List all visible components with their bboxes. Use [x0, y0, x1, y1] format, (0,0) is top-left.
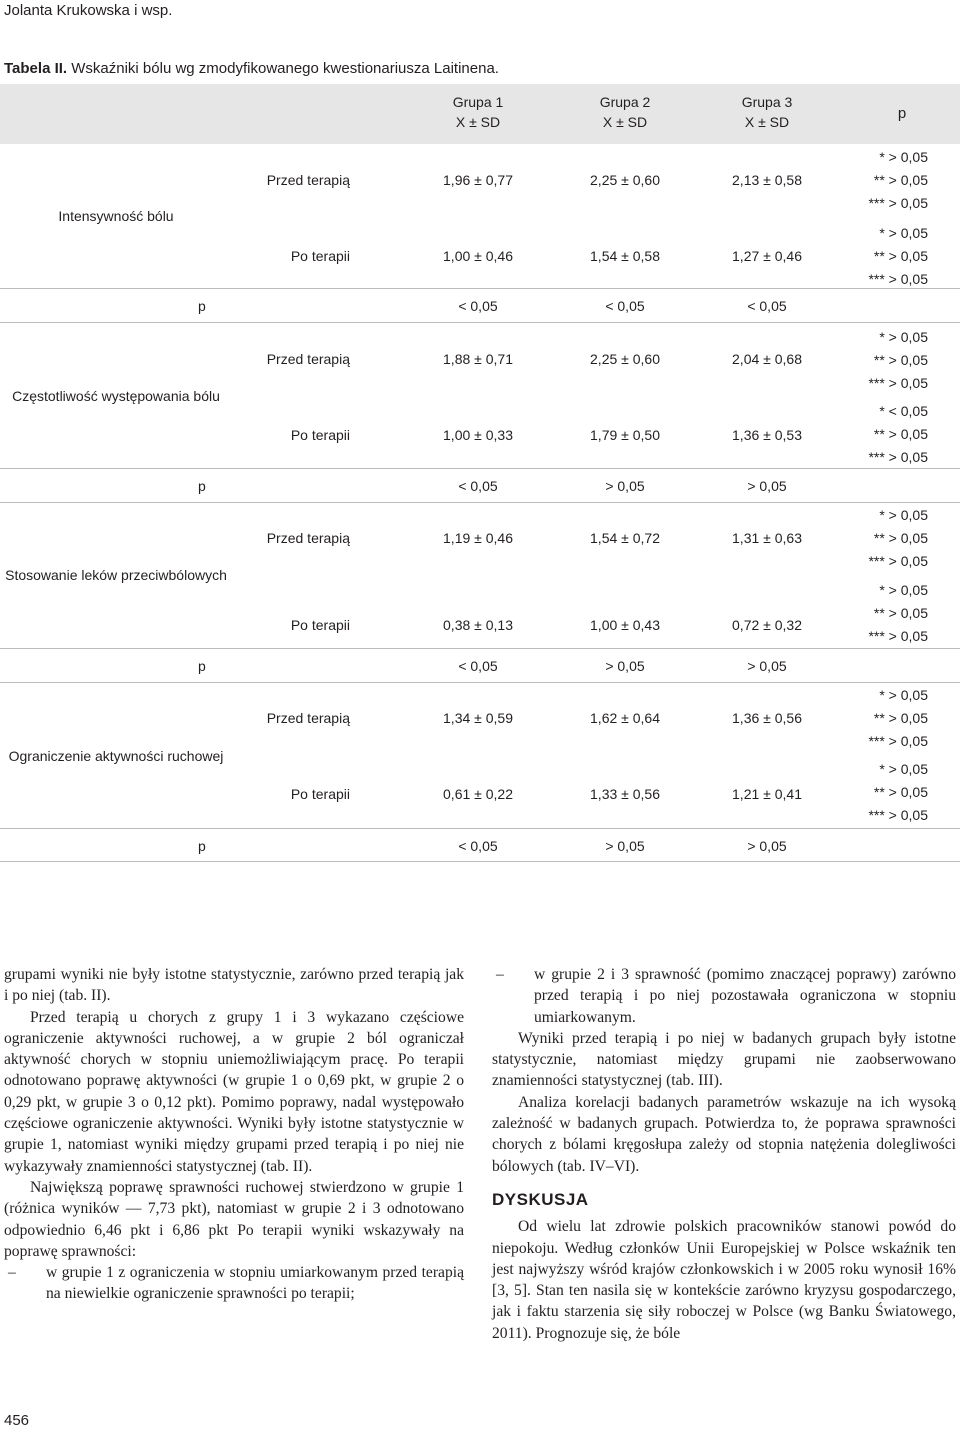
cell-g2: 1,33 ± 0,56 — [590, 786, 660, 802]
p-value: * > 0,05 — [879, 507, 928, 523]
p-value: ** > 0,05 — [873, 605, 928, 621]
p-row-g3: < 0,05 — [747, 298, 787, 314]
p-value: *** > 0,05 — [868, 807, 928, 823]
p-value: *** > 0,05 — [868, 733, 928, 749]
cell-g1: 0,38 ± 0,13 — [443, 617, 513, 633]
p-values — [808, 579, 928, 648]
p-value: * > 0,05 — [879, 329, 928, 345]
cell-g1: 1,88 ± 0,71 — [443, 351, 513, 367]
p-values — [808, 222, 928, 291]
p-value: ** > 0,05 — [873, 530, 928, 546]
p-value: ** > 0,05 — [873, 426, 928, 442]
row-label: Po terapii — [290, 786, 350, 802]
p-value: ** > 0,05 — [873, 784, 928, 800]
p-values — [808, 326, 928, 395]
row-separator — [0, 861, 960, 862]
left-column — [4, 964, 464, 1305]
table-header — [0, 84, 960, 144]
cell-g2: 1,62 ± 0,64 — [590, 710, 660, 726]
cell-g2: 1,79 ± 0,50 — [590, 427, 660, 443]
section-heading: DYSKUSJA — [492, 1189, 589, 1209]
paragraph: Przed terapią u chorych z grupy 1 i 3 wykazano częściowe ograniczenie aktywności ruchowej, a w grupie 2 ból ograniczał aktywność chorych w stopniu uniemożliwiającym pracę. Po terapii odnotowano poprawę aktywności (w grupie 1 o 0,69 pkt, w grupie 2 o 0,29 pkt, w grupie 3 o 0,12 pkt). Pomimo poprawy, nadal występowało częściowe ograniczenie aktywności. Wyniki były istotne statystycznie w grupie 1, natomiast wyniki między grupami przed terapią i po niej nie wykazywały znamienności statystycznej (tab. II). — [4, 1008, 464, 1175]
paragraph: Największą poprawę sprawności ruchowej stwierdzono w grupie 1 (różnica wyników — 7,73 pkt), natomiast w grupie 2 i 3 odnotowano odpowiednio 6,46 pkt i 6,86 pkt Po terapii wyniki wskazywały na poprawę sprawności: — [4, 1178, 464, 1260]
p-row-label: p — [198, 478, 206, 494]
table-caption-label: Tabela II. — [4, 60, 68, 77]
p-value: * > 0,05 — [879, 225, 928, 241]
header-group-1 — [418, 92, 538, 132]
p-row-g2: < 0,05 — [605, 298, 645, 314]
p-row-label: p — [198, 658, 206, 674]
cell-g3: 0,72 ± 0,32 — [732, 617, 802, 633]
dash-mark: – — [8, 1264, 16, 1282]
header-group-1-sub: X ± SD — [455, 114, 501, 130]
category-label: Ograniczenie aktywności ruchowej — [8, 748, 224, 764]
p-row-g1: < 0,05 — [458, 838, 498, 854]
row-label: Przed terapią — [266, 351, 350, 367]
cell-g1: 1,19 ± 0,46 — [443, 530, 513, 546]
category-label: Intensywność bólu — [58, 208, 174, 224]
row-separator — [0, 682, 960, 683]
cell-g2: 2,25 ± 0,60 — [590, 172, 660, 188]
cell-g3: 1,27 ± 0,46 — [732, 248, 802, 264]
page-number: 456 — [4, 1412, 30, 1429]
cell-g2: 1,54 ± 0,58 — [590, 248, 660, 264]
p-value: * < 0,05 — [879, 403, 928, 419]
header-group-1-name: Grupa 1 — [452, 94, 504, 110]
p-value: * > 0,05 — [879, 582, 928, 598]
p-row-g1: < 0,05 — [458, 478, 498, 494]
header-group-3-sub: X ± SD — [744, 114, 790, 130]
p-value: ** > 0,05 — [873, 172, 928, 188]
row-label: Przed terapią — [266, 710, 350, 726]
p-values — [808, 504, 928, 573]
p-values — [808, 400, 928, 469]
cell-g3: 1,36 ± 0,53 — [732, 427, 802, 443]
row-separator — [0, 828, 960, 829]
p-value: * > 0,05 — [879, 687, 928, 703]
p-row-label: p — [198, 298, 206, 314]
p-value: ** > 0,05 — [873, 710, 928, 726]
cell-g2: 1,54 ± 0,72 — [590, 530, 660, 546]
header-group-2-sub: X ± SD — [602, 114, 648, 130]
table-caption — [4, 60, 499, 77]
category-label: Częstotliwość występowania bólu — [12, 388, 220, 404]
row-separator — [0, 322, 960, 323]
p-row-g2: > 0,05 — [605, 838, 645, 854]
paragraph: Analiza korelacji badanych parametrów wskazuje na ich wysoką zależność w badanych grupach. Potwierdza to, że poprawa sprawności chorych z bólami kręgosłupa zależy od stopnia natężenia dolegliwości bólowych (tab. IV–VI). — [492, 1093, 956, 1175]
cell-g3: 1,36 ± 0,56 — [732, 710, 802, 726]
p-values — [808, 146, 928, 215]
p-row-g3: > 0,05 — [747, 838, 787, 854]
p-row-g3: > 0,05 — [747, 658, 787, 674]
p-value: *** > 0,05 — [868, 271, 928, 287]
row-label: Przed terapią — [266, 172, 350, 188]
p-row-g1: < 0,05 — [458, 298, 498, 314]
cell-g2: 2,25 ± 0,60 — [590, 351, 660, 367]
p-row-g1: < 0,05 — [458, 658, 498, 674]
cell-g3: 2,13 ± 0,58 — [732, 172, 802, 188]
p-value: ** > 0,05 — [873, 248, 928, 264]
cell-g3: 1,21 ± 0,41 — [732, 786, 802, 802]
p-values — [808, 758, 928, 827]
row-separator — [0, 288, 960, 289]
paragraph: Od wielu lat zdrowie polskich pracowników stanowi powód do niepokoju. Według członków Unii Europejskiej w Polsce wskaźnik ten jest najwyższy wśród krajów członkowskich i w 2005 roku wynosił 16% [3, 5]. Stan ten nasila się w kontekście zarówno kryzysu gospodarczego, jak i faktu starzenia się siły roboczej w Polsce (wg Banku Światowego, 2011). Prognozuje się, że bóle — [492, 1218, 956, 1342]
dash-list-text: w grupie 2 i 3 sprawność (pomimo znaczącej poprawy) zarówno przed terapią i po niej pozostawała ograniczona w stopniu umiarkowanym. — [534, 966, 956, 1026]
paragraph: grupami wyniki nie były istotne statystycznie, zarówno przed terapią jak i po niej (tab. II). — [4, 966, 464, 1005]
p-row-g3: > 0,05 — [747, 478, 787, 494]
p-value: * > 0,05 — [879, 761, 928, 777]
p-row-g2: > 0,05 — [605, 658, 645, 674]
header-group-2-name: Grupa 2 — [599, 94, 651, 110]
cell-g3: 2,04 ± 0,68 — [732, 351, 802, 367]
row-separator — [0, 648, 960, 649]
row-label: Po terapii — [290, 427, 350, 443]
header-group-3-name: Grupa 3 — [741, 94, 793, 110]
cell-g2: 1,00 ± 0,43 — [590, 617, 660, 633]
p-values — [808, 684, 928, 753]
row-separator — [0, 468, 960, 469]
p-value: *** > 0,05 — [868, 553, 928, 569]
p-value: *** > 0,05 — [868, 195, 928, 211]
header-p: p — [897, 105, 907, 122]
header-group-2 — [565, 92, 685, 132]
row-label: Przed terapią — [266, 530, 350, 546]
cell-g1: 1,34 ± 0,59 — [443, 710, 513, 726]
row-label: Po terapii — [290, 617, 350, 633]
p-value: *** > 0,05 — [868, 375, 928, 391]
cell-g1: 1,00 ± 0,46 — [443, 248, 513, 264]
p-value: *** > 0,05 — [868, 449, 928, 465]
table-body — [0, 144, 960, 862]
dash-list-item — [4, 1262, 464, 1305]
paragraph: Wyniki przed terapią i po niej w badanych grupach były istotne statystycznie, natomiast między grupami nie zaobserwowano znamienności statystycznej (tab. III). — [492, 1029, 956, 1090]
row-label: Po terapii — [290, 248, 350, 264]
p-row-g2: > 0,05 — [605, 478, 645, 494]
p-row-label: p — [198, 838, 206, 854]
header-group-3 — [707, 92, 827, 132]
dash-list-item — [492, 964, 956, 1028]
right-column — [492, 964, 956, 1344]
p-value: *** > 0,05 — [868, 628, 928, 644]
p-value: ** > 0,05 — [873, 352, 928, 368]
table-caption-text: Wskaźniki bólu wg zmodyfikowanego kwestionariusza Laitinena. — [71, 60, 499, 77]
cell-g3: 1,31 ± 0,63 — [732, 530, 802, 546]
cell-g1: 0,61 ± 0,22 — [443, 786, 513, 802]
dash-mark: – — [496, 966, 504, 983]
category-label: Stosowanie leków przeciwbólowych — [5, 567, 227, 583]
row-separator — [0, 502, 960, 503]
cell-g1: 1,00 ± 0,33 — [443, 427, 513, 443]
running-head: Jolanta Krukowska i wsp. — [4, 2, 173, 19]
dash-list-text: w grupie 1 z ograniczenia w stopniu umiarkowanym przed terapią na niewielkie ograniczenie sprawności po terapii; — [46, 1264, 464, 1303]
p-value: * > 0,05 — [879, 149, 928, 165]
cell-g1: 1,96 ± 0,77 — [443, 172, 513, 188]
